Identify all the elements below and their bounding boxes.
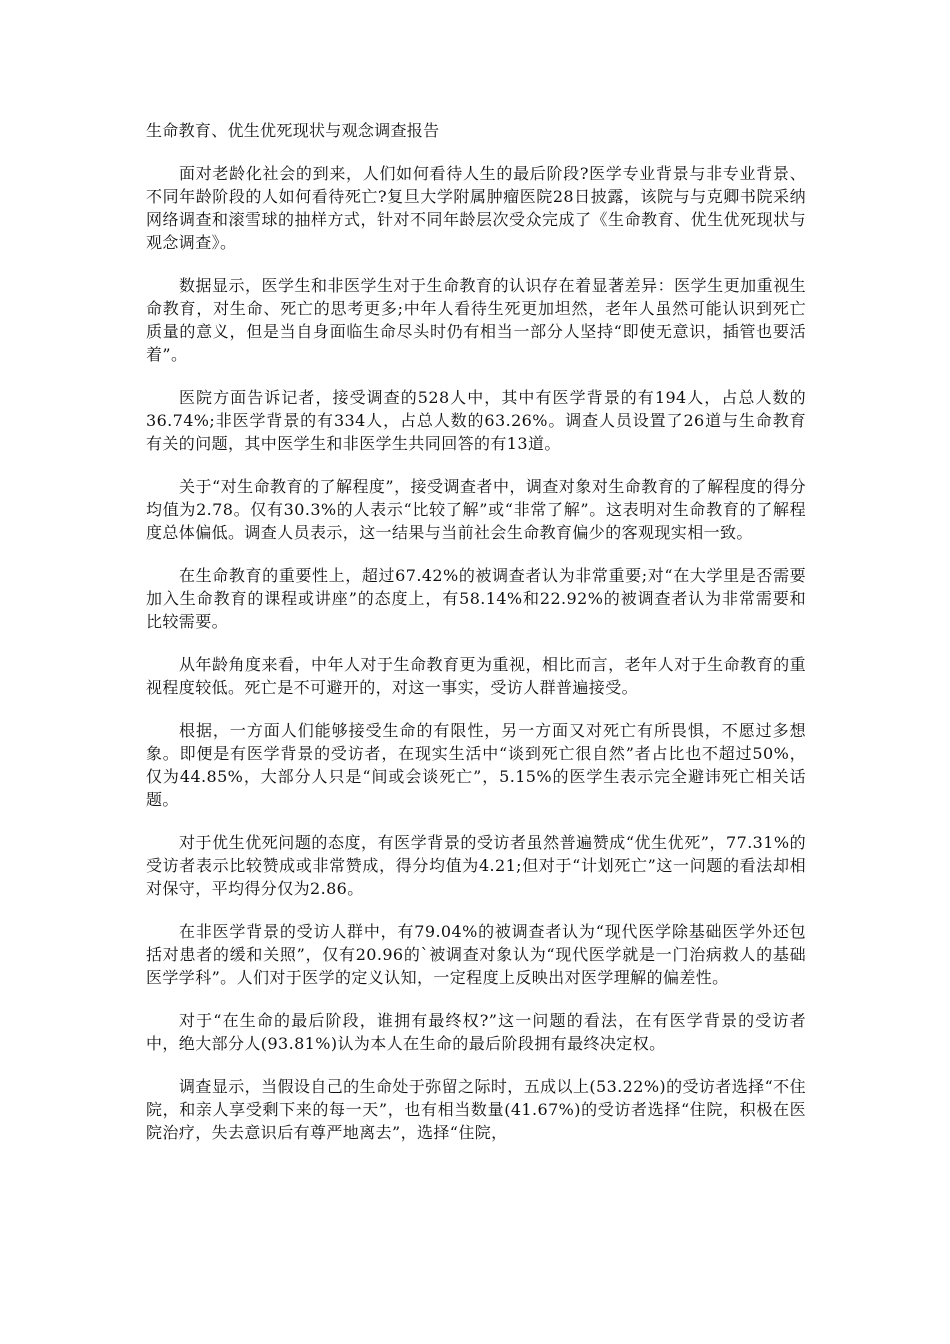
paragraph-end-of-life-choice: 调查显示，当假设自己的生命处于弥留之际时，五成以上(53.22%)的受访者选择“不住院，和亲人享受剩下来的每一天”，也有相当数量(41.67%)的受访者选择“住院，积极在医院治疗，失去意识后有尊严地离去”，选择“住院， xyxy=(146,1077,806,1142)
paragraph-data-findings: 数据显示，医学生和非医学生对于生命教育的认识存在着显著差异：医学生更加重视生命教育，对生命、死亡的思考更多;中年人看待生死更加坦然，老年人虽然可能认识到死亡质量的意义，但是当自身面临生命尽头时仍有相当一部分人坚持“即使无意识，插管也要活着”。 xyxy=(146,276,806,364)
document-page xyxy=(146,108,806,1144)
paragraph-medicine-definition: 在非医学背景的受访人群中，有79.04%的被调查者认为“现代医学除基础医学外还包括对患者的缓和关照”，仅有20.96的`被调查对象认为“现代医学就是一门治病救人的基础医学学科”。人们对于医学的定义认知，一定程度上反映出对医学理解的偏差性。 xyxy=(146,922,806,987)
paragraph-intro: 面对老龄化社会的到来，人们如何看待人生的最后阶段?医学专业背景与非专业背景、不同年龄阶段的人如何看待死亡?复旦大学附属肿瘤医院28日披露，该院与与克卿书院采纳网络调查和滚雪球的抽样方式，针对不同年龄层次受众完成了《生命教育、优生优死现状与观念调查》。 xyxy=(146,164,806,252)
document-title: 生命教育、优生优死现状与观念调查报告 xyxy=(146,121,440,140)
paragraph-sample-size: 医院方面告诉记者，接受调查的528人中，其中有医学背景的有194人，占总人数的36.74%;非医学背景的有334人，占总人数的63.26%。调查人员设置了26道与生命教育有关的问题，其中医学生和非医学生共同回答的有13道。 xyxy=(146,388,806,453)
paragraph-fear-of-death: 根据，一方面人们能够接受生命的有限性，另一方面又对死亡有所畏惧，不愿过多想象。即便是有医学背景的受访者，在现实生活中“谈到死亡很自然”者占比也不超过50%，仅为44.85%，大部分人只是“间或会谈死亡”，5.15%的医学生表示完全避讳死亡相关话题。 xyxy=(146,721,806,809)
paragraph-final-decision: 对于“在生命的最后阶段，谁拥有最终权?”这一问题的看法，在有医学背景的受访者中，绝大部分人(93.81%)认为本人在生命的最后阶段拥有最终决定权。 xyxy=(146,1011,806,1053)
paragraph-eugenics-attitude: 对于优生优死问题的态度，有医学背景的受访者虽然普遍赞成“优生优死”，77.31%的受访者表示比较赞成或非常赞成，得分均值为4.21;但对于“计划死亡”这一问题的看法却相对保守，平均得分仅为2.86。 xyxy=(146,833,806,898)
paragraph-understanding-level: 关于“对生命教育的了解程度”，接受调查者中，调查对象对生命教育的了解程度的得分均值为2.78。仅有30.3%的人表示“比较了解”或“非常了解”。这表明对生命教育的了解程度总体偏低。调查人员表示，这一结果与当前社会生命教育偏少的客观现实相一致。 xyxy=(146,477,806,542)
paragraph-importance: 在生命教育的重要性上，超过67.42%的被调查者认为非常重要;对“在大学里是否需要加入生命教育的课程或讲座”的态度上，有58.14%和22.92%的被调查者认为非常需要和比较需要。 xyxy=(146,566,806,631)
paragraph-age-perspective: 从年龄角度来看，中年人对于生命教育更为重视，相比而言，老年人对于生命教育的重视程度较低。死亡是不可避开的，对这一事实，受访人群普遍接受。 xyxy=(146,655,806,697)
